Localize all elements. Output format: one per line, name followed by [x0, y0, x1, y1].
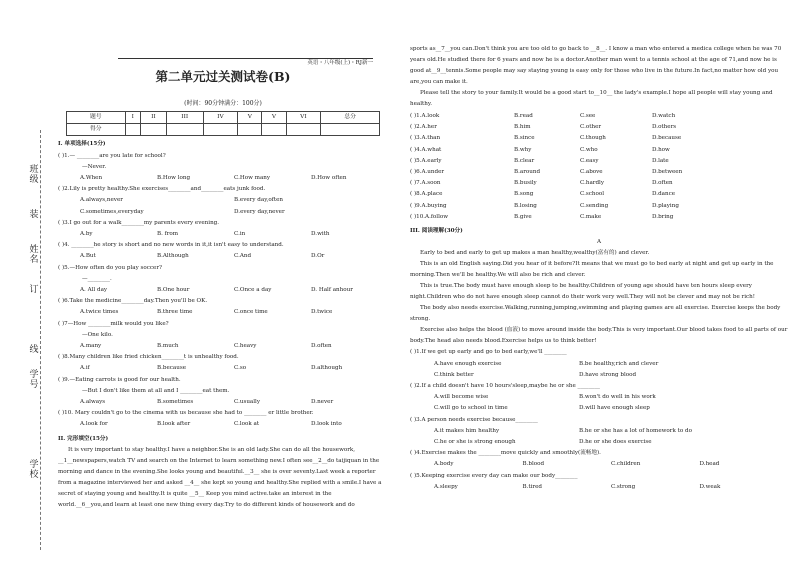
question-line: —________. — [82, 275, 112, 282]
option[interactable]: C.see — [580, 113, 596, 119]
side-label-class: 班级 — [29, 165, 39, 185]
cloze-options — [410, 111, 788, 223]
option[interactable]: C.How many — [234, 175, 271, 182]
side-label-ding: 订 — [29, 285, 39, 295]
reading-paragraph: The body also needs exercise.Walking,running,jumping,swimming and playing games are all exercise. Exercise keeps the body strong. — [410, 305, 781, 323]
option[interactable]: B.sometimes — [157, 399, 194, 406]
option[interactable]: ( )2.A.her — [410, 124, 437, 131]
option[interactable]: A.body — [434, 461, 454, 468]
option[interactable]: C.sometimes,everyday — [80, 208, 144, 215]
option[interactable]: ( )5.A.early — [410, 157, 442, 164]
score-input[interactable] — [166, 124, 203, 136]
score-input[interactable] — [286, 124, 321, 136]
option[interactable]: B.Although — [157, 253, 189, 260]
option[interactable]: B.give — [514, 213, 532, 220]
option[interactable]: D.head — [699, 461, 720, 468]
section-heading: I. 单项选择(15分) — [58, 141, 106, 148]
option[interactable]: D.Or — [311, 253, 325, 260]
options — [58, 195, 388, 206]
option[interactable]: B.since — [514, 135, 535, 142]
option[interactable]: A.sleepy — [434, 483, 458, 490]
option[interactable]: D.every day,never — [234, 208, 285, 215]
cloze-row — [410, 212, 788, 223]
question: ( )1.— ________are you late for school? — [58, 152, 166, 159]
score-row-values — [67, 124, 380, 136]
binding-line — [40, 130, 41, 550]
time-note: (时间：90分钟满分：100分) — [184, 100, 262, 107]
question: ( )6.Take the medicine________day.Then you'll be OK. — [58, 298, 208, 305]
page-title: 第二单元过关测试卷(B) — [155, 69, 291, 84]
section-heading: III. 阅读理解(30分) — [410, 228, 463, 235]
option[interactable]: ( )3.A.than — [410, 135, 441, 142]
options — [58, 285, 388, 296]
side-label-zhuang: 装 — [29, 210, 39, 220]
option[interactable]: ( )1.A.look — [410, 113, 440, 119]
options — [58, 397, 388, 408]
option[interactable]: D.how — [652, 146, 670, 153]
option[interactable]: D.between — [652, 169, 683, 176]
option[interactable]: B.much — [157, 343, 179, 350]
reading-paragraph: This is an old English saying.Did you hear of it before?It means that we must go to bed early at night and get up early in the morning.Then we'll be healthy.We will also be rich and clever. — [410, 261, 774, 279]
option[interactable]: A.always — [80, 399, 106, 406]
cell: 得分 — [67, 124, 126, 136]
question: ( )2.Lily is pretty healthy.She exercises________and________eats junk food. — [58, 186, 266, 193]
score-input[interactable] — [262, 124, 286, 136]
option[interactable]: C.easy — [580, 157, 599, 164]
subject-line: 英语・八年级(上)・RJ新一 — [118, 58, 373, 67]
option[interactable]: A.many — [80, 343, 102, 350]
option[interactable]: B.he or she has a lot of homework to do — [579, 427, 692, 434]
option[interactable]: C.so — [234, 365, 247, 372]
cell: III — [166, 112, 203, 124]
options — [410, 459, 788, 470]
question-line: —One kilo. — [82, 331, 113, 338]
question: ( )10. Mary couldn't go to the cinema with us because she had to ________ er little brother. — [58, 410, 314, 417]
options — [58, 307, 388, 318]
question: ( )3.A person needs exercise because________ — [410, 416, 538, 423]
option[interactable]: B.him — [514, 124, 531, 131]
option[interactable]: D.although — [311, 365, 343, 372]
question: ( )4. ________he story is short and no new words in it,it isn't easy to understand. — [58, 242, 284, 249]
option[interactable]: C.in — [234, 231, 246, 238]
option[interactable]: C.who — [580, 146, 598, 153]
cell: I — [125, 112, 140, 124]
score-input[interactable] — [321, 124, 380, 136]
cloze-row — [410, 133, 788, 144]
option[interactable]: C.heavy — [234, 343, 257, 350]
option[interactable]: A.When — [80, 175, 103, 182]
reading-paragraph: Early to bed and early to get up makes a man healthy,wealthy(富有的) and clever. — [420, 250, 650, 257]
option[interactable]: A.look for — [80, 421, 108, 428]
question: ( )1.If we get up early and go to bed early,we'll ________ — [410, 349, 567, 356]
option[interactable]: C.children — [611, 461, 641, 468]
question-line: —Never. — [82, 163, 107, 170]
option[interactable]: ( )7.A.soon — [410, 180, 441, 187]
cell: V — [238, 112, 262, 124]
score-input[interactable] — [125, 124, 140, 136]
score-input[interactable] — [140, 124, 166, 136]
option[interactable]: B.blood — [522, 461, 545, 468]
side-label-number: 学号 — [29, 370, 39, 390]
option[interactable]: B.read — [514, 113, 533, 119]
option[interactable]: ( )6.A.under — [410, 169, 445, 176]
option[interactable]: ( )8.A.place — [410, 191, 443, 198]
question: ( )3.I go out for a walk________my parents every evening. — [58, 219, 220, 226]
option[interactable]: D.he or she does exercise — [579, 439, 652, 446]
reading-paragraph: Exercise also helps the blood (血液) to move around inside the body.This is very important.Our blood takes food to all parts of our body.The head also needs blood.Exercise helps us to think better! — [410, 327, 788, 345]
option[interactable]: C.he or she is strong enough — [434, 439, 516, 446]
options — [58, 251, 388, 262]
option[interactable]: D.often — [311, 343, 332, 350]
score-input[interactable] — [238, 124, 262, 136]
options — [58, 229, 388, 240]
option[interactable]: B.clear — [514, 157, 535, 164]
option[interactable]: D.weak — [699, 483, 721, 490]
cloze-row — [410, 167, 788, 178]
option[interactable]: D.How often — [311, 175, 347, 182]
option[interactable]: B.tired — [522, 483, 542, 490]
option[interactable]: C.school — [580, 191, 604, 198]
cell: 总分 — [321, 112, 380, 124]
options — [58, 363, 388, 374]
option[interactable]: D.others — [652, 124, 677, 131]
option[interactable]: A. All day — [80, 287, 108, 294]
cloze-row — [410, 111, 788, 122]
option[interactable]: A.by — [80, 231, 93, 238]
cell: 题号 — [67, 112, 126, 124]
options — [410, 482, 788, 493]
option[interactable]: B. from — [157, 231, 179, 238]
options — [58, 341, 388, 352]
option[interactable]: D.watch — [652, 113, 676, 119]
option[interactable]: D.never — [311, 399, 334, 406]
option[interactable]: C.Once a day — [234, 287, 272, 294]
option[interactable]: A.But — [80, 253, 96, 260]
option[interactable]: D. Half anhour — [311, 287, 353, 294]
option[interactable]: B.be healthy,rich and clever — [579, 360, 659, 367]
option[interactable]: B.won't do well in his work — [579, 394, 656, 401]
score-table — [66, 111, 380, 136]
question: ( )5.—How often do you play soccer? — [58, 264, 163, 271]
option[interactable]: D.often — [652, 180, 673, 187]
cloze-passage-end: Please tell the story to your family.It would be a good start to__10__ the lady's example.I hope all people will stay young and healthy. — [410, 90, 773, 107]
option[interactable]: C.though — [580, 135, 606, 142]
option[interactable]: C.above — [580, 169, 603, 176]
cloze-row — [410, 156, 788, 167]
option[interactable]: C.think better — [434, 371, 474, 378]
option[interactable]: B.busily — [514, 180, 537, 187]
side-label-xian: 线 — [29, 345, 39, 355]
option[interactable]: C.And — [234, 253, 252, 260]
option[interactable]: A.always,never — [80, 197, 123, 204]
question-line: —But I don't like them at all and I ________eat them. — [82, 387, 230, 394]
option[interactable]: D.have strong blood — [579, 371, 637, 378]
option[interactable]: A.if — [80, 365, 90, 372]
option[interactable]: D.playing — [652, 202, 679, 209]
side-label-school: 学校 — [29, 460, 39, 480]
option[interactable]: ( )10.A.follow — [410, 213, 449, 220]
option[interactable]: B.losing — [514, 202, 537, 209]
option[interactable]: B.One hour — [157, 287, 190, 294]
option[interactable]: C.hardly — [580, 180, 604, 187]
option[interactable]: D.dance — [652, 191, 676, 198]
option[interactable]: A.twice times — [80, 309, 119, 316]
cell: VI — [286, 112, 321, 124]
side-label-name: 姓名 — [29, 245, 39, 265]
cloze-row — [410, 122, 788, 133]
option[interactable]: B.because — [157, 365, 187, 372]
cell: IV — [203, 112, 238, 124]
option[interactable]: B.How long — [157, 175, 191, 182]
option[interactable]: C.usually — [234, 399, 261, 406]
options — [410, 437, 788, 448]
score-row-header — [67, 112, 380, 124]
options — [58, 173, 388, 184]
option[interactable]: A.it makes him healthy — [434, 427, 500, 434]
question: ( )9.—Eating carrots is good for our health. — [58, 376, 181, 383]
option[interactable]: A.have enough exercise — [434, 360, 502, 367]
option[interactable]: D.bring — [652, 213, 674, 220]
cell: II — [140, 112, 166, 124]
cloze-row — [410, 145, 788, 156]
reading-paragraph: This is true.The body must have enough sleep to be healthy.Children of young age should have ten hours sleep every night.Children who do not have enough sleep cannot do their work very well.They will not be clever and may not be rich! — [410, 283, 755, 301]
option[interactable]: C.will go to school in time — [434, 405, 508, 412]
options — [410, 370, 788, 381]
option[interactable]: D.because — [652, 135, 682, 142]
cloze-row — [410, 201, 788, 212]
cloze-passage-cont: sports as__7__you can.Don't think you are too old to go back to __8__. I know a man who entered a medica college when he was 70 years old.He studied there for 6 years and now he is a doctor.Another man went to a tennis school at the age of 71,and now he is good at__9__tennis.Some people may say staying young is easy only for those who live in the future.In fact,no matter how old you are,you can make it. — [410, 46, 782, 85]
passage-label: A — [596, 239, 602, 246]
options — [410, 426, 788, 437]
option[interactable]: ( )4.A.what — [410, 146, 442, 153]
question: ( )5.Keeping exercise every day can make our body________ — [410, 472, 578, 479]
options — [410, 392, 788, 403]
option[interactable]: D.late — [652, 157, 669, 164]
cloze-row — [410, 189, 788, 200]
option[interactable]: ( )9.A.buying — [410, 202, 447, 209]
option[interactable]: C.once time — [234, 309, 268, 316]
score-input[interactable] — [203, 124, 238, 136]
option[interactable]: B.why — [514, 146, 532, 153]
option[interactable]: C.make — [580, 213, 602, 220]
option[interactable]: D.look into — [311, 421, 342, 428]
option[interactable]: B.three time — [157, 309, 193, 316]
option[interactable]: C.strong — [611, 483, 636, 490]
option[interactable]: B.every day,often — [234, 197, 283, 204]
question: ( )7—How ________milk would you like? — [58, 320, 169, 327]
option[interactable]: B.song — [514, 191, 534, 198]
cloze-row — [410, 178, 788, 189]
options — [410, 403, 788, 414]
option[interactable]: C.look at — [234, 421, 260, 428]
options — [58, 419, 388, 430]
option[interactable]: B.look after — [157, 421, 191, 428]
question: ( )2.If a child doesn't have 10 hours'sleep,maybe he or she ________ — [410, 383, 600, 390]
option[interactable]: D.will have enough sleep — [579, 405, 650, 412]
right-column — [410, 44, 788, 493]
option[interactable]: A.will become wise — [434, 394, 489, 401]
option[interactable]: B.around — [514, 169, 541, 176]
options — [58, 207, 388, 218]
options — [410, 359, 788, 370]
option[interactable]: C.other — [580, 124, 602, 131]
question: ( )4.Exercise makes the ________move quickly and smoothly(流畅地). — [410, 450, 601, 457]
left-column — [58, 0, 388, 511]
option[interactable]: D.with — [311, 231, 330, 238]
cell: V — [262, 112, 286, 124]
option[interactable]: D.twice — [311, 309, 333, 316]
section-heading: II. 完形填空(15分) — [58, 435, 109, 442]
cloze-passage: It is very important to stay healthy.I have a neighbor.She is an old lady.She can do all the housework, __1__newspapers,watch TV and search on the Internet to learn something new.I often see__2__do taijiquan in the morning and dance in the evening.She looks young and beautiful.__3__ she is over seventy.Last week a reporter from a magazine interviewed her and asked __4__ she kept so young and healthy.She replied with a smile.I have a secret of staying young and healthy.It is quite __5__ Keep you mind active.take an interest in the world.__6__you,and learn at least one new thing every day.Try to do different kinds of housework and do — [58, 446, 382, 508]
option[interactable]: C.sending — [580, 202, 609, 209]
question: ( )8.Many children like fried chicken________t is unhealthy food. — [58, 354, 239, 361]
